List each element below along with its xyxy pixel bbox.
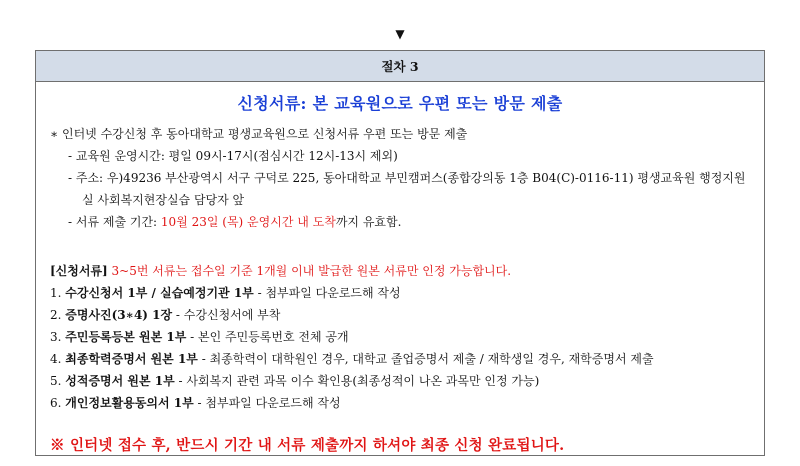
document-item-4	[50, 351, 654, 367]
deadline-prefix: - 서류 제출 기간:	[68, 215, 161, 229]
document-name: 성적증명서 원본 1부	[65, 374, 175, 388]
intro-text: 인터넷 수강신청 후 동아대학교 평생교육원으로 신청서류 우편 또는 방문 제출	[61, 127, 468, 141]
document-description: - 사회복지 관련 과목 이수 확인용(최종성적이 나온 과목만 인정 가능)	[174, 374, 540, 388]
document-item-3	[50, 329, 349, 345]
procedure-box	[35, 50, 765, 456]
document-item-2	[50, 307, 280, 323]
document-name: 최종학력증명서 원본 1부	[65, 352, 198, 366]
down-arrow-icon: ▼	[395, 27, 405, 41]
office-hours-line: - 교육원 운영시간: 평일 09시-17시(점심시간 12시-13시 제외)	[68, 149, 398, 163]
document-number: 2.	[50, 308, 66, 322]
document-name: 수강신청서 1부 / 실습예정기관 1부	[65, 286, 254, 300]
deadline-date: 10월 23일 (목) 운영시간 내 도착	[160, 215, 336, 229]
procedure-title: 신청서류: 본 교육원으로 우편 또는 방문 제출	[237, 94, 563, 113]
document-description: - 최종학력이 대학원인 경우, 대학교 졸업증명서 제출 / 재학생일 경우, 재학증명서 제출	[197, 352, 654, 366]
document-number: 6.	[50, 396, 66, 410]
document-description: - 수강신청서에 부착	[172, 308, 281, 322]
document-name: 개인정보활용동의서 1부	[65, 396, 194, 410]
document-description: - 본인 주민등록번호 전체 공개	[186, 330, 349, 344]
address-line-2: 실 사회복지현장실습 담당자 앞	[82, 193, 245, 207]
document-description: - 첨부파일 다운로드해 작성	[193, 396, 341, 410]
final-notice: ※ 인터넷 접수 후, 반드시 기간 내 서류 제출까지 하셔야 최종 신청 완료됩니다.	[50, 437, 565, 454]
documents-note: 3~5번 서류는 접수일 기준 1개월 이내 발급한 원본 서류만 인정 가능합니다.	[107, 264, 512, 278]
document-name: 증명사진(3∗4) 1장	[65, 308, 173, 322]
address-line-1: - 주소: 우)49236 부산광역시 서구 구덕로 225, 동아대학교 부민캠퍼스(종합강의동 1층 B04(C)-0116-11) 평생교육원 행정지원	[68, 171, 746, 185]
document-item-5	[50, 373, 539, 389]
document-number: 3.	[50, 330, 66, 344]
bullet-icon: ∗	[50, 127, 59, 141]
document-number: 5.	[50, 374, 66, 388]
document-description: - 첨부파일 다운로드해 작성	[253, 286, 401, 300]
procedure-step-header: 절차 3	[36, 51, 764, 82]
document-item-6	[50, 395, 341, 411]
document-number: 1.	[50, 286, 66, 300]
documents-label: [신청서류]	[50, 264, 108, 278]
deadline-suffix: 까지 유효함.	[335, 215, 402, 229]
intro-line	[50, 126, 467, 142]
document-item-1	[50, 285, 401, 301]
documents-header	[50, 263, 511, 279]
document-number: 4.	[50, 352, 66, 366]
deadline-line	[68, 214, 401, 230]
document-name: 주민등록등본 원본 1부	[65, 330, 187, 344]
